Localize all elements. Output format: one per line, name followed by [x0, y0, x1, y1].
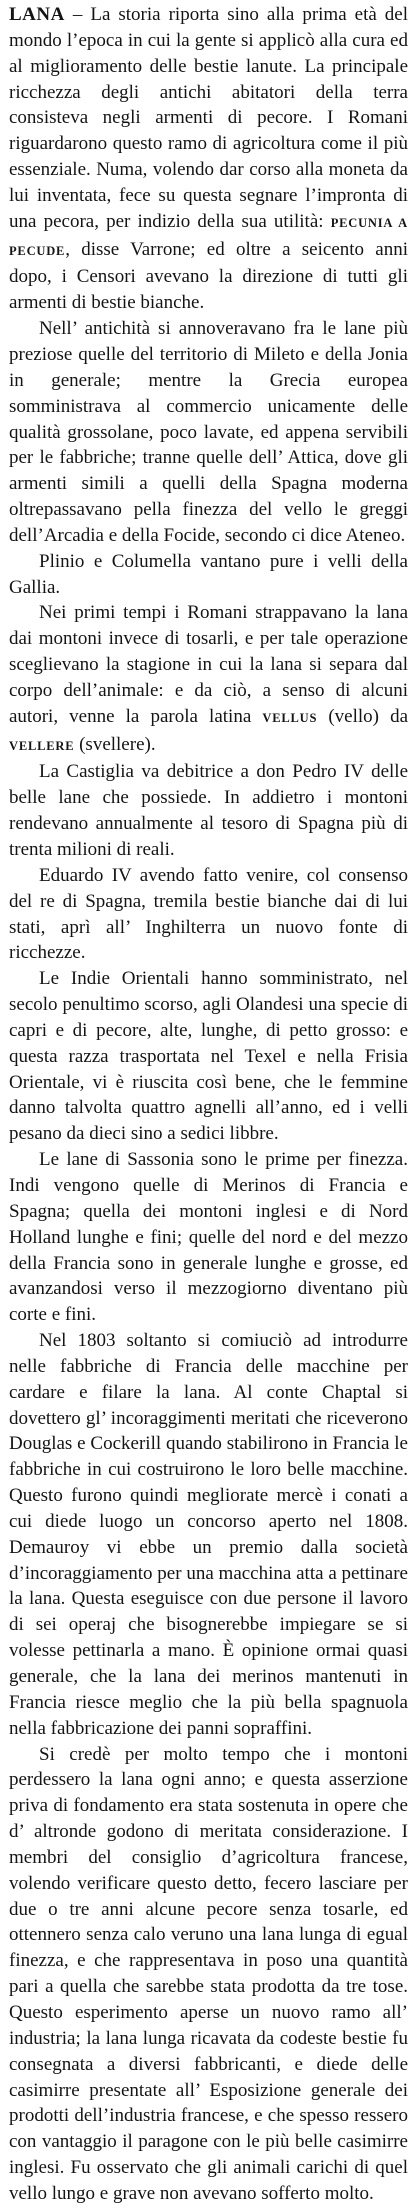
- text-run: , disse Varrone; ed oltre a seicento anni dopo, i Censori avevano la direzione di tutti gli armenti di bestie bianche.: [9, 238, 408, 314]
- paragraph-montoni: [9, 1742, 408, 2207]
- article-lana: [9, 2, 408, 2207]
- paragraph-eduardo: [9, 863, 408, 966]
- paragraph-intro: [9, 2, 408, 316]
- text-run: Plinio e Columella vantano pure i velli della Gallia.: [9, 550, 408, 598]
- latin-quote: PECUNIA A PECUDE: [9, 215, 408, 258]
- paragraph-antiquity: [9, 316, 408, 549]
- entry-headword: LANA: [9, 4, 65, 25]
- latin-term: VELLERE: [9, 738, 75, 753]
- text-run: Nel 1803 soltanto si comiuciò ad introdurre nelle fabbriche di Francia delle macchine per cardare e filare la lana. Al conte Chaptal si dovettero gl’ incoraggimenti meritati che riceverono Douglas e Cockerill quando stabilirono in Francia le fabbriche in cui costruirono le loro belle macchine. Questo furono quindi megliorate mercè i conati a cui diede luogo un concorso aperto nel 1808. Demauroy vi ebbe un premio dalla società d’incoraggiamento per una macchina atta a pettinare la lana. Questa eseguisce con due persone il lavoro di sei operaj che bisognerebbe impiegare se si volesse pettinarla a mano. È opinione ormai quasi generale, che la lana dei merinos mantenuti in Francia riesce meglio che la più bella spagnuola nella fabbricazione dei panni sopraffini.: [9, 1330, 408, 1739]
- paragraph-castiglia: [9, 759, 408, 862]
- paragraph-1803: [9, 1328, 408, 1742]
- text-run: Le lane di Sassonia sono le prime per finezza. Indi vengono quelle di Merinos di Francia e Spagna; quella dei montoni inglesi e di Nord Holland lunghe e fini; quelle del nord e del mezzo della Francia sono in generale lunghe e grosse, ed avanzandosi verso il mezzogiorno diventano più corte e fini.: [9, 1149, 408, 1326]
- text-run: (svellere).: [74, 733, 156, 755]
- text-run: Le Indie Orientali hanno somministrato, nel secolo penultimo scorso, agli Olandesi una specie di capri e di pecore, alte, lunghe, di petto grosso: e questa razza trasportata nel Texel e nella Frisia Orientale, vi è riuscita così bene, che le femmine danno talvolta quattro agnelli all’anno, ed i velli pesano da dieci sino a sedici libbre.: [9, 968, 408, 1145]
- text-run: (vello) da: [317, 705, 408, 727]
- paragraph-sassonia: [9, 1147, 408, 1328]
- text-run: Si credè per molto tempo che i montoni perdessero la lana ogni anno; e questa asserzione priva di fondamento era stata sostenuta in opere che d’ altronde godono di meritata considerazione. I membri del consiglio d’agricoltura francese, volendo verificare questo detto, fecero lasciare per due o tre anni alcune pecore senza tosarle, ed ottennero senza calo veruno una lana lunga di egual finezza, e che rappresentava in poso una quantità pari a quella che sarebbe stata prodotta da tre tose. Questo esperimento aperse un nuovo ramo all’ industria; la lana lunga ricavata da codeste bestie fu consegnata a diversi fabbricanti, e diede delle casimirre presentate all’ Esposizione generale dei prodotti dell’industria francese, e che spesso ressero con vantaggio il paragone con le più belle casimirre inglesi. Fu osservato che gli animali carichi di quel vello lungo e grave non avevano sofferto molto.: [9, 1743, 408, 2204]
- paragraph-gallia: [9, 549, 408, 601]
- text-run: La Castiglia va debitrice a don Pedro IV delle belle lane che possiede. In addietro i montoni rendevano annualmente al tesoro di Spagna più di trenta milioni di reali.: [9, 761, 408, 860]
- text-run: Nei primi tempi i Romani strappavano la lana dai montoni invece di tosarli, e per tale operazione sceglievano la stagione in cui la lana si separa dal corpo dell’animale: e da ciò, a senso di alcuni autori, venne la parola latina: [9, 602, 408, 727]
- text-run: Eduardo IV avendo fatto venire, col consenso del re di Spagna, tremila bestie bianche dai di lui stati, aprì all’ Inghilterra un nuovo fonte di ricchezze.: [9, 864, 408, 964]
- text-run: – La storia riporta sino alla prima età del mondo l’epoca in cui la gente si applicò alla cura ed al miglioramento delle bestie lanute. La principale ricchezza degli antichi abitatori della terra consisteva negli armenti di pecore. I Romani riguardarono questo ramo di agricoltura come il più essenziale. Numa, volendo dar corso alla moneta da lui inventata, fece su questa segnare l’impronta di una pecora, per indizio della sua utilità:: [9, 4, 408, 232]
- paragraph-indie: [9, 966, 408, 1147]
- latin-term: VELLUS: [262, 710, 318, 725]
- paragraph-romans: [9, 600, 408, 759]
- text-run: Nell’ antichità si annoveravano fra le lane più preziose quelle del territorio di Mileto e della Jonia in generale; mentre la Grecia europea somministrava al commercio unicamente delle qualità grossolane, poco lavate, ed appena servibili per le fabbriche; tranne quelle dell’ Attica, dove gli armenti simili a quelli della Spagna moderna oltrepassavano pella finezza del vello le greggi dell’Arcadia e della Focide, secondo ci dice Ateneo.: [9, 318, 408, 546]
